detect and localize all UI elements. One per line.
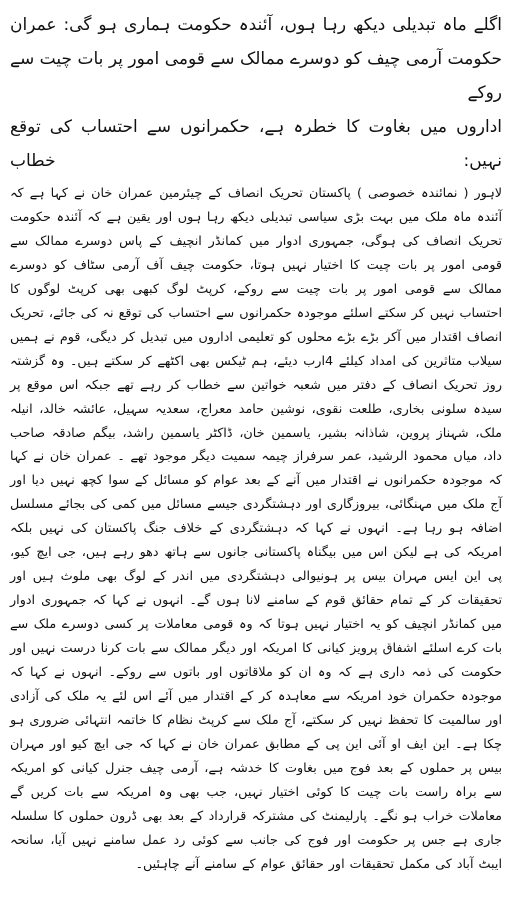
headline-block bbox=[8, 4, 504, 178]
article-dateline: لاہور ( نمائندہ خصوصی ) bbox=[357, 186, 502, 201]
headline-third: اداروں میں بغاوت کا خطرہ ہے، حکمرانوں سے احتساب کی توقع نہیں: خطاب bbox=[10, 117, 502, 171]
headline-second: حکومت آرمی چیف کو دوسرے ممالک سے قومی امور پر بات چیت سے روکے bbox=[10, 49, 502, 103]
article-body bbox=[10, 182, 502, 877]
headline-main: اگلے ماہ تبدیلی دیکھ رہا ہوں، آئندہ حکومت ہماری ہو گی: عمران bbox=[10, 15, 502, 35]
article bbox=[8, 182, 504, 877]
news-page bbox=[8, 4, 504, 894]
article-text: پاکستان تحریک انصاف کے چیئرمین عمران خان نے کہا ہے کہ آئندہ ماہ ملک میں بہت بڑی سیاسی تبدیلی دیکھ رہا ہوں اور یقین ہے کہ آئندہ حکومت تحریک انصاف کی ہوگی، جمہوری ادوار میں کمانڈر انچیف کے پاس دوسرے ممالک سے قومی امور پر بات چیت کا اختیار نہیں ہوتا، حکومت چیف آف آرمی سٹاف کو دوسرے ممالک سے قومی امور پر بات چیت سے روکے، کرپٹ لوگ کبھی بھی کرپٹ لوگوں کا احتساب نہیں کر سکتے اسلئے موجودہ حکمرانوں سے احتساب کی توقع نہ کی جائے، تحریک انصاف اقتدار میں آکر بڑے بڑے محلوں کو تعلیمی اداروں میں تبدیل کر دیگی، قوم نے ہمیں سیلاب متاثرین کی امداد کیلئے 4ارب دیئے، ہم ٹیکس بھی اکٹھے کر سکتے ہیں۔ وہ گزشتہ روز تحریک انصاف کے دفتر میں شعبہ خواتین سے خطاب کر رہے تھے جبکہ اس موقع پر سیدہ سلونی بخاری، طلعت نقوی، نوشین حامد معراج، سعدیہ سہیل، عائشہ خالد، انیلہ ملک، شہناز پروین، شاذانہ بشیر، یاسمین خان، ڈاکٹر یاسمین راشد، بیگم صادقہ صاحب داد، میاں محمود الرشید، عمر سرفراز چیمہ سمیت دیگر موجود تھے ۔ عمران خان نے کہا کہ موجودہ حکمرانوں نے اقتدار میں آنے کے بعد عوام کو مسائل کے سوا کچھ نہیں دیا اور آج ملک میں مہنگائی، بیروزگاری اور دہشتگردی جیسے مسائل میں کمی کی بجائے مسلسل اضافہ ہو رہا ہے۔ انہوں نے کہا کہ دہشتگردی کے خلاف جنگ پاکستان کی نہیں بلکہ امریکہ کی ہے لیکن اس میں بیگناہ پاکستانی جانوں سے ہاتھ دھو رہے ہیں، جی ایچ کیو، پی این ایس مہران بیس پر ہونیوالی دہشتگردی میں اندر کے لوگ بھی ملوث ہیں اور تحقیقات کر کے تمام حقائق قوم کے سامنے لانا ہوں گے۔ انہوں نے کہا کہ جمہوری ادوار میں کمانڈر انچیف کو یہ اختیار نہیں ہوتا کہ وہ قومی معاملات پر کسی دوسرے ملک سے بات کرے اسلئے اشفاق پرویز کیانی کا امریکہ اور دیگر ممالک سے بات کرنا درست نہیں اور حکومت کی ذمہ داری ہے کہ وہ ان کو ملاقاتوں اور باتوں سے روکے۔ انہوں نے کہا کہ موجودہ حکمران خود امریکہ سے معاہدہ کر کے اقتدار میں آئے اس لئے یہ ملک کی آزادی اور سالمیت کا تحفظ نہیں کر سکتے، آج ملک سے کرپٹ نظام کا خاتمہ انتہائی ضروری ہو چکا ہے۔ این ایف او آئی این پی کے مطابق عمران خان نے کہا کہ جی ایچ کیو اور مہران بیس پر حملوں کے بعد فوج میں بغاوت کا خدشہ ہے، آرمی چیف جنرل کیانی کو امریکہ سے براہ راست بات چیت کا کوئی اختیار نہیں، جب بھی وہ امریکہ سے بات کریں گے معاملات خراب ہو نگے۔ پارلیمنٹ کی مشترکہ قرارداد کے بعد بھی ڈرون حملوں کا سلسلہ جاری ہے جس پر حکومت اور فوج کی جانب سے کوئی رد عمل سامنے نہیں آیا، سانحہ ایبٹ آباد کی مکمل تحقیقات اور حقائق عوام کے سامنے آنے چاہئیں۔ bbox=[10, 186, 502, 872]
